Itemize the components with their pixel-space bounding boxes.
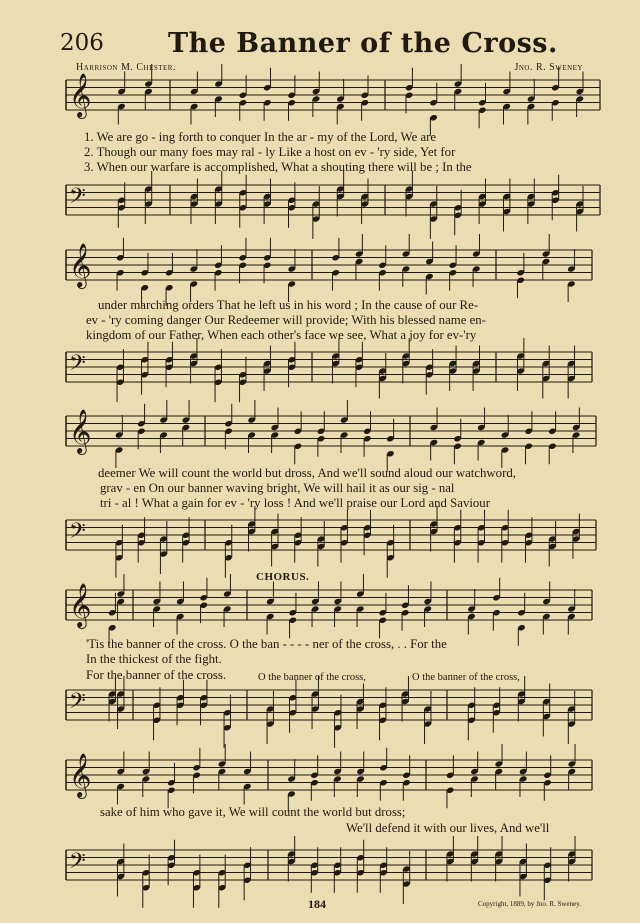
lyric-line: tri - al ! What a gain for ev - 'ry loss ! And we'll praise our Lord and Saviour	[100, 496, 490, 510]
lyric-line: ev - 'ry coming danger Our Redeemer will provide; With his blessed name en-	[86, 313, 486, 327]
lyric-line: under marching orders That he left us in his word ; In the cause of our Re-	[98, 298, 479, 312]
svg-text:𝄢: 𝄢	[69, 689, 86, 719]
composer-credit: Jno. R. Sweney	[514, 62, 583, 73]
page-number: 184	[308, 897, 326, 911]
hymn-title: The Banner of the Cross.	[168, 28, 558, 59]
svg-text:𝄞: 𝄞	[69, 73, 92, 117]
svg-text:𝄢: 𝄢	[69, 184, 86, 214]
svg-text:𝄢: 𝄢	[69, 519, 86, 549]
lyric-line: grav - en On our banner waving bright, We will hail it as our sig - nal	[100, 481, 455, 495]
lyric-line: For the banner of the cross.	[86, 668, 227, 682]
lyric-line: 2. Though our many foes may ral - ly Like a host on ev - 'ry side, Yet for	[84, 145, 456, 159]
lyric-line: 'Tis the banner of the cross. O the ban - - - - ner of the cross, . . For the	[86, 637, 447, 651]
lyric-line: In the thickest of the fight.	[86, 652, 222, 666]
author-credit: Harrison M. Chester.	[76, 62, 176, 73]
chorus-label: CHORUS.	[256, 571, 310, 583]
svg-text:𝄞: 𝄞	[69, 243, 92, 287]
lyric-line: kingdom of our Father, When each other's face we see, What a joy for ev-'ry	[86, 328, 477, 342]
svg-text:𝄢: 𝄢	[69, 849, 86, 879]
lyric-line: 3. When our warfare is accomplished, What a shouting there will be ; In the	[84, 160, 472, 174]
copyright-notice: Copyright, 1889, by Jno. R. Sweney.	[478, 900, 581, 908]
hymn-number: 206	[60, 30, 104, 56]
svg-text:𝄞: 𝄞	[69, 753, 92, 797]
svg-text:𝄞: 𝄞	[69, 409, 92, 453]
lyric-line: 1. We are go - ing forth to conquer In the ar - my of the Lord, We are	[84, 130, 437, 144]
lyric-line: We'll defend it with our lives, And we'll	[346, 821, 550, 835]
svg-text:𝄞: 𝄞	[69, 583, 92, 627]
bass-echo-lyric: O the banner of the cross,	[412, 672, 520, 683]
svg-text:𝄢: 𝄢	[69, 351, 86, 381]
lyric-line: deemer We will count the world but dross, And we'll sound aloud our watchword,	[98, 466, 516, 480]
lyric-line: sake of him who gave it, We will count the world but dross;	[100, 805, 406, 819]
bass-echo-lyric: O the banner of the cross,	[258, 672, 366, 683]
